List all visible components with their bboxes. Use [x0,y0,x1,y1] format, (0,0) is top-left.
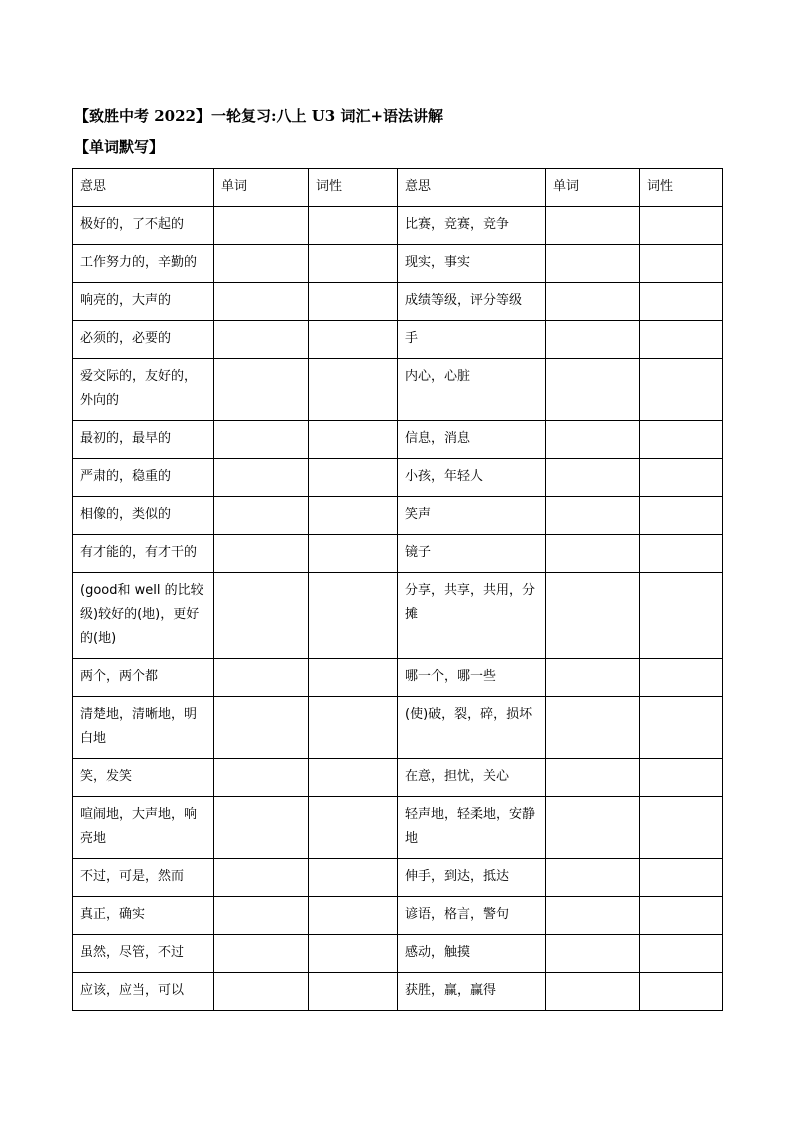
word-answer-cell-left[interactable] [214,935,309,973]
pos-answer-cell-right[interactable] [640,759,723,797]
word-answer-cell-right[interactable] [546,935,640,973]
pos-answer-cell-left[interactable] [309,497,398,535]
word-answer-cell-right[interactable] [546,321,640,359]
pos-answer-cell-left[interactable] [309,535,398,573]
meaning-cell-left: 严肃的，稳重的 [73,459,214,497]
pos-answer-cell-left[interactable] [309,697,398,759]
table-row [73,497,723,535]
pos-answer-cell-right[interactable] [640,459,723,497]
meaning-cell-right: 伸手，到达，抵达 [398,859,546,897]
pos-answer-cell-right[interactable] [640,897,723,935]
table-row [73,535,723,573]
meaning-cell-left: 两个，两个都 [73,659,214,697]
meaning-cell-right: 手 [398,321,546,359]
table-body [73,207,723,1011]
meaning-cell-right: 在意，担忧，关心 [398,759,546,797]
pos-answer-cell-right[interactable] [640,859,723,897]
word-answer-cell-left[interactable] [214,859,309,897]
meaning-cell-left: 爱交际的，友好的，外向的 [73,359,214,421]
word-answer-cell-left[interactable] [214,497,309,535]
word-answer-cell-right[interactable] [546,859,640,897]
meaning-cell-right: 现实，事实 [398,245,546,283]
word-answer-cell-right[interactable] [546,759,640,797]
pos-answer-cell-right[interactable] [640,797,723,859]
word-answer-cell-left[interactable] [214,421,309,459]
pos-answer-cell-left[interactable] [309,283,398,321]
pos-answer-cell-left[interactable] [309,207,398,245]
meaning-cell-right: 谚语，格言，警句 [398,897,546,935]
section-heading: 【单词默写】 [74,138,165,156]
word-answer-cell-right[interactable] [546,497,640,535]
table-row [73,973,723,1011]
pos-answer-cell-right[interactable] [640,283,723,321]
table-row [73,859,723,897]
word-answer-cell-left[interactable] [214,283,309,321]
table-row [73,697,723,759]
word-answer-cell-left[interactable] [214,897,309,935]
meaning-cell-left: 最初的，最早的 [73,421,214,459]
table-row [73,321,723,359]
meaning-cell-right: 信息，消息 [398,421,546,459]
meaning-cell-left: 必须的，必要的 [73,321,214,359]
header-pos-left: 词性 [309,169,398,207]
pos-answer-cell-left[interactable] [309,245,398,283]
word-answer-cell-left[interactable] [214,359,309,421]
pos-answer-cell-left[interactable] [309,321,398,359]
word-answer-cell-left[interactable] [214,207,309,245]
word-answer-cell-right[interactable] [546,535,640,573]
header-meaning-right: 意思 [398,169,546,207]
pos-answer-cell-left[interactable] [309,935,398,973]
meaning-cell-left: 工作努力的，辛勤的 [73,245,214,283]
word-answer-cell-left[interactable] [214,535,309,573]
word-answer-cell-right[interactable] [546,973,640,1011]
word-answer-cell-left[interactable] [214,797,309,859]
word-answer-cell-left[interactable] [214,459,309,497]
table-row [73,759,723,797]
table-header-row [73,169,723,207]
meaning-cell-left: 相像的，类似的 [73,497,214,535]
meaning-cell-left: 喧闹地，大声地，响亮地 [73,797,214,859]
word-answer-cell-right[interactable] [546,245,640,283]
meaning-cell-right: 哪一个，哪一些 [398,659,546,697]
meaning-cell-right: 感动，触摸 [398,935,546,973]
pos-answer-cell-right[interactable] [640,535,723,573]
pos-answer-cell-right[interactable] [640,697,723,759]
table-row [73,245,723,283]
pos-answer-cell-right[interactable] [640,973,723,1011]
pos-answer-cell-right[interactable] [640,935,723,973]
meaning-cell-left: 有才能的，有才干的 [73,535,214,573]
pos-answer-cell-right[interactable] [640,421,723,459]
table-row [73,459,723,497]
header-pos-right: 词性 [640,169,723,207]
word-answer-cell-left[interactable] [214,759,309,797]
pos-answer-cell-left[interactable] [309,359,398,421]
document-title: 【致胜中考 2022】一轮复习:八上 U3 词汇+语法讲解 [74,107,444,125]
meaning-cell-left: 不过，可是，然而 [73,859,214,897]
meaning-cell-right: 轻声地，轻柔地，安静地 [398,797,546,859]
pos-answer-cell-left[interactable] [309,573,398,659]
header-meaning-left: 意思 [73,169,214,207]
pos-answer-cell-right[interactable] [640,321,723,359]
word-answer-cell-right[interactable] [546,359,640,421]
table-row [73,935,723,973]
word-answer-cell-right[interactable] [546,283,640,321]
table-row [73,359,723,421]
word-answer-cell-left[interactable] [214,973,309,1011]
word-answer-cell-right[interactable] [546,459,640,497]
pos-answer-cell-right[interactable] [640,497,723,535]
word-answer-cell-left[interactable] [214,245,309,283]
pos-answer-cell-left[interactable] [309,797,398,859]
pos-answer-cell-right[interactable] [640,659,723,697]
word-answer-cell-right[interactable] [546,207,640,245]
meaning-cell-right: (使)破，裂，碎，损坏 [398,697,546,759]
pos-answer-cell-left[interactable] [309,897,398,935]
word-answer-cell-left[interactable] [214,573,309,659]
vocabulary-table [72,168,723,1011]
meaning-cell-left: 虽然，尽管，不过 [73,935,214,973]
meaning-cell-left: 清楚地，清晰地，明白地 [73,697,214,759]
table-row [73,897,723,935]
table-row [73,207,723,245]
pos-answer-cell-left[interactable] [309,659,398,697]
word-answer-cell-left[interactable] [214,321,309,359]
pos-answer-cell-left[interactable] [309,759,398,797]
word-answer-cell-left[interactable] [214,697,309,759]
pos-answer-cell-left[interactable] [309,973,398,1011]
meaning-cell-right: 镜子 [398,535,546,573]
table-row [73,283,723,321]
pos-answer-cell-right[interactable] [640,207,723,245]
word-answer-cell-right[interactable] [546,797,640,859]
meaning-cell-left: 真正，确实 [73,897,214,935]
meaning-cell-left: 极好的，了不起的 [73,207,214,245]
meaning-cell-right: 内心，心脏 [398,359,546,421]
pos-answer-cell-left[interactable] [309,459,398,497]
word-answer-cell-right[interactable] [546,573,640,659]
pos-answer-cell-left[interactable] [309,859,398,897]
table-row [73,573,723,659]
word-answer-cell-right[interactable] [546,697,640,759]
header-word-right: 单词 [546,169,640,207]
word-answer-cell-left[interactable] [214,659,309,697]
header-word-left: 单词 [214,169,309,207]
pos-answer-cell-right[interactable] [640,573,723,659]
pos-answer-cell-right[interactable] [640,245,723,283]
word-answer-cell-right[interactable] [546,897,640,935]
meaning-cell-left: 应该，应当，可以 [73,973,214,1011]
pos-answer-cell-left[interactable] [309,421,398,459]
meaning-cell-left: 笑，发笑 [73,759,214,797]
meaning-cell-right: 获胜，赢，赢得 [398,973,546,1011]
meaning-cell-right: 笑声 [398,497,546,535]
table-row [73,421,723,459]
meaning-cell-right: 小孩，年轻人 [398,459,546,497]
meaning-cell-right: 比赛，竞赛，竞争 [398,207,546,245]
pos-answer-cell-right[interactable] [640,359,723,421]
table-row [73,797,723,859]
meaning-cell-right: 成绩等级，评分等级 [398,283,546,321]
meaning-cell-left: (good和 well 的比较级)较好的(地)，更好的(地) [73,573,214,659]
table-row [73,659,723,697]
meaning-cell-right: 分享，共享，共用，分摊 [398,573,546,659]
word-answer-cell-right[interactable] [546,659,640,697]
meaning-cell-left: 响亮的，大声的 [73,283,214,321]
word-answer-cell-right[interactable] [546,421,640,459]
